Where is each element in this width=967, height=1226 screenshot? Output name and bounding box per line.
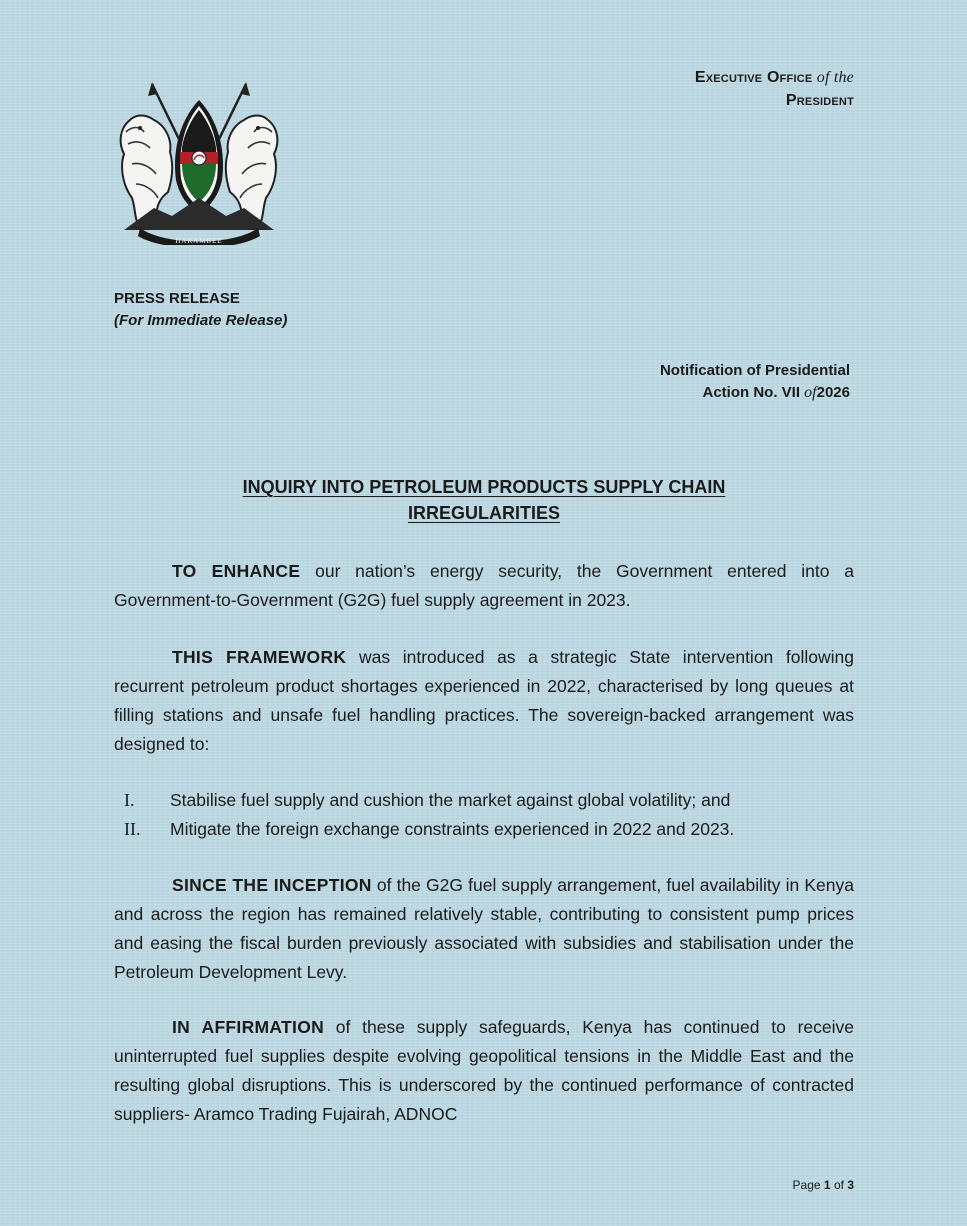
- page-number: Page 1 of 3: [792, 1178, 854, 1192]
- paragraph-text: was introduced as a strategic State intervention following recurrent petroleum product shortages experienced in 2022, characterised by long queues at filling stations and unsafe fuel handling practices. The sovereign-backed arrangement was designed to:: [114, 647, 855, 754]
- list-item: [114, 815, 854, 844]
- paragraph-lead: TO ENHANCE: [172, 561, 301, 581]
- issuing-office: [695, 66, 854, 112]
- press-release-title: PRESS RELEASE: [114, 290, 240, 307]
- list-item-number: I.: [124, 790, 135, 810]
- paragraph-2: [114, 643, 854, 759]
- office-line-2: President: [785, 92, 854, 109]
- paragraph-lead: IN AFFIRMATION: [172, 1017, 325, 1037]
- office-line-1: Executive Office of the: [694, 69, 854, 86]
- list-item-text: Mitigate the foreign exchange constraints experienced in 2022 and 2023.: [170, 819, 735, 839]
- notification-line-1: Notification of Presidential: [659, 362, 850, 379]
- paragraph-1: [114, 557, 854, 615]
- paragraph-text: our nation’s energy security, the Government entered into a Government-to-Government (G2G) fuel supply agreement in 2023.: [114, 561, 854, 610]
- list-item-text: Stabilise fuel supply and cushion the market against global volatility; and: [170, 790, 731, 810]
- notification-line-2: Action No. VII of2026: [702, 384, 850, 401]
- press-release-subtitle: (For Immediate Release): [114, 312, 288, 329]
- paragraph-4: [114, 1013, 854, 1129]
- press-release-label: [114, 288, 287, 332]
- paragraph-text: of these supply safeguards, Kenya has continued to receive uninterrupted fuel supplies despite evolving geopolitical tensions in the Middle East and the resulting global disruptions. This is underscored by the continued performance of contracted suppliers- Aramco Trading Fujairah, ADNOC: [114, 1017, 854, 1124]
- paragraph-lead: SINCE THE INCEPTION: [172, 875, 372, 895]
- paragraph-text: of the G2G fuel supply arrangement, fuel availability in Kenya and across the region has remained relatively stable, contributing to consistent pump prices and easing the fiscal burden previously associated with subsidies and stabilisation under the Petroleum Development Levy.: [114, 875, 854, 982]
- paragraph-3: [114, 871, 854, 987]
- list-item: [114, 786, 854, 815]
- notification-reference: [660, 360, 850, 404]
- list-item-number: II.: [124, 819, 141, 839]
- document-title-line-2: IRREGULARITIES: [407, 503, 560, 523]
- kenya-coat-of-arms-icon: [110, 80, 288, 245]
- paragraph-lead: THIS FRAMEWORK: [172, 647, 347, 667]
- coat-motto: HARAMBEE: [175, 237, 223, 245]
- document-title: [114, 474, 854, 526]
- document-title-line-1: INQUIRY INTO PETROLEUM PRODUCTS SUPPLY CHAIN: [242, 477, 726, 497]
